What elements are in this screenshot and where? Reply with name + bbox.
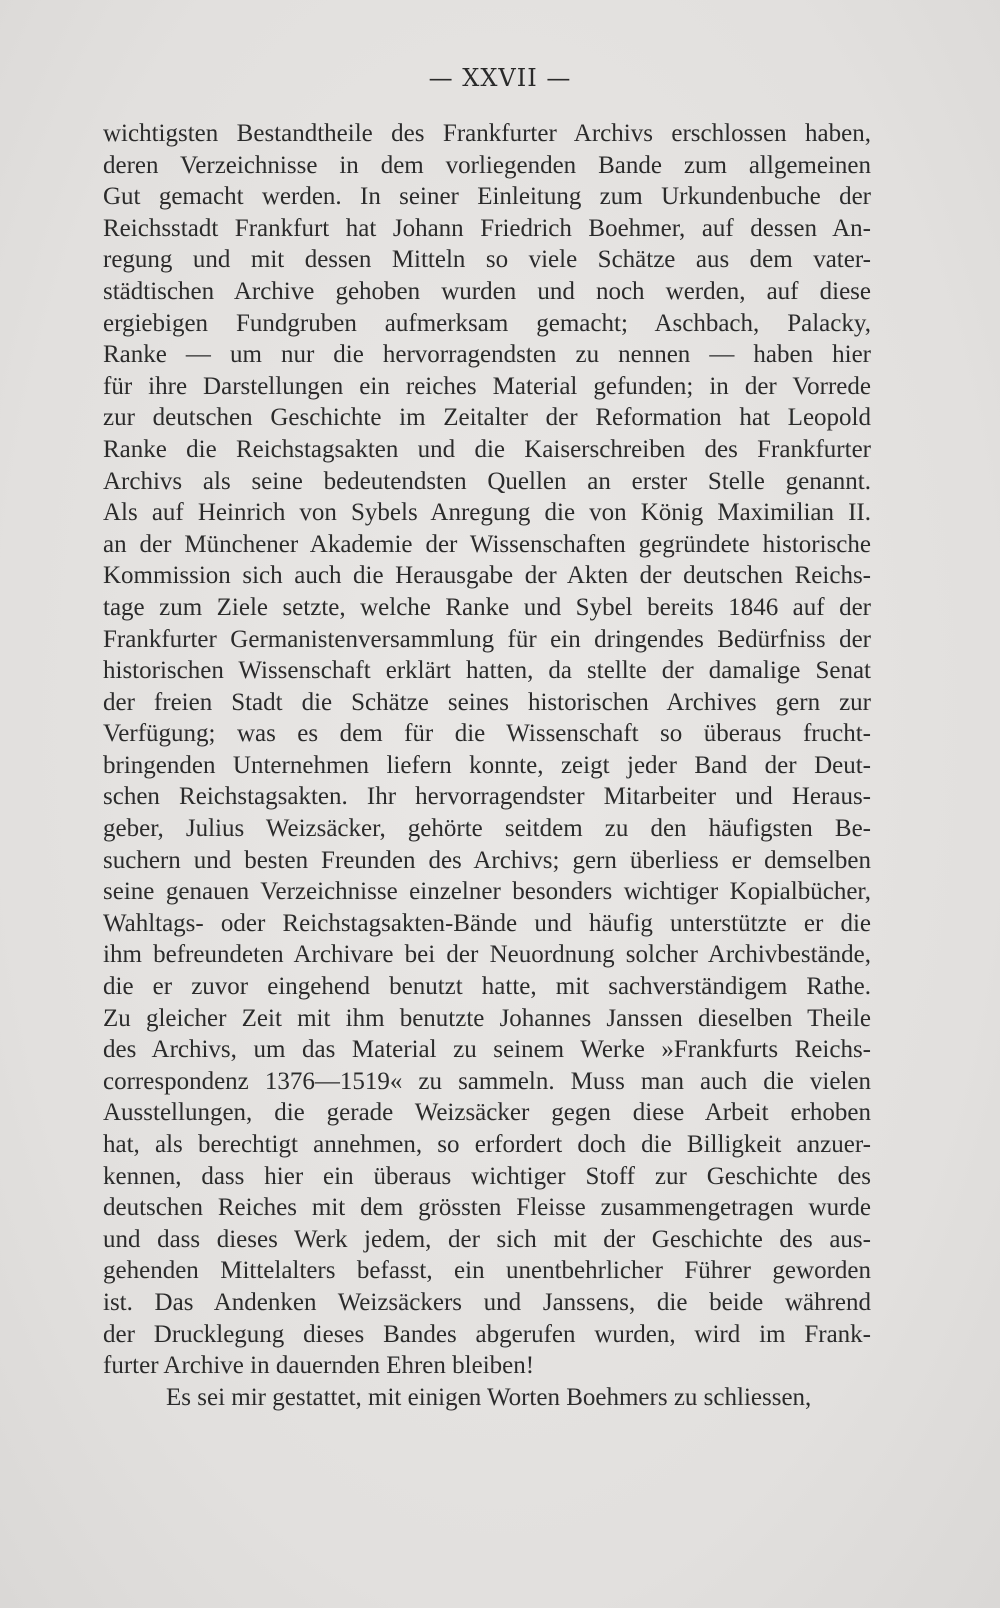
text-line: Ausstellungen, die gerade Weizsäcker gegen diese Arbeit erhoben — [103, 1099, 871, 1127]
text-line: für ihre Darstellungen ein reiches Material gefunden; in der Vorrede — [103, 372, 871, 400]
text-line: furter Archive in dauernden Ehren bleiben! — [103, 1352, 535, 1380]
text-line: Ranke die Reichstagsakten und die Kaiserschreiben des Frankfurter — [103, 435, 871, 463]
text-line: ergiebigen Fundgruben aufmerksam gemacht; Aschbach, Palacky, — [103, 309, 871, 337]
text-line: und dass dieses Werk jedem, der sich mit der Geschichte des aus- — [103, 1225, 871, 1253]
text-line: Als auf Heinrich von Sybels Anregung die von König Maximilian II. — [103, 499, 871, 527]
text-line: die er zuvor eingehend benutzt hatte, mit sachverständigem Rathe. — [103, 973, 871, 1001]
text-line: Gut gemacht werden. In seiner Einleitung zum Urkundenbuche der — [103, 183, 871, 211]
text-line: wichtigsten Bestandtheile des Frankfurter Archivs erschlossen haben, — [103, 120, 871, 147]
text-line: deutschen Reiches mit dem grössten Fleisse zusammengetragen wurde — [103, 1194, 871, 1222]
text-line: bringenden Unternehmen liefern konnte, zeigt jeder Band der Deut- — [103, 751, 871, 779]
text-line: geber, Julius Weizsäcker, gehörte seitdem zu den häufigsten Be- — [103, 815, 871, 843]
text-line: Verfügung; was es dem für die Wissenschaft so überaus frucht- — [103, 720, 871, 748]
text-line: Archivs als seine bedeutendsten Quellen an erster Stelle genannt. — [103, 467, 871, 495]
text-line: deren Verzeichnisse in dem vorliegenden Bande zum allgemeinen — [103, 151, 871, 179]
text-line: der Drucklegung dieses Bandes abgerufen wurden, wird im Frank- — [103, 1320, 871, 1348]
text-line: gehenden Mittelalters befasst, ein unentbehrlicher Führer geworden — [103, 1257, 871, 1285]
text-line: tage zum Ziele setzte, welche Ranke und Sybel bereits 1846 auf der — [103, 593, 871, 621]
text-line: kennen, dass hier ein überaus wichtiger Stoff zur Geschichte des — [103, 1162, 871, 1190]
text-line: ihm befreundeten Archivare bei der Neuordnung solcher Archivbestände, — [103, 941, 871, 969]
text-line: Reichsstadt Frankfurt hat Johann Friedrich Boehmer, auf dessen An- — [103, 214, 871, 242]
text-line: des Archivs, um das Material zu seinem Werke »Frankfurts Reichs- — [103, 1036, 871, 1064]
text-line: suchern und besten Freunden des Archivs; gern überliess er demselben — [103, 846, 871, 874]
text-line: Frankfurter Germanistenversammlung für ein dringendes Bedürfniss der — [103, 625, 871, 653]
page-number-header: — XXVII — — [428, 64, 572, 92]
text-line: ist. Das Andenken Weizsäckers und Janssens, die beide während — [103, 1288, 871, 1316]
text-line: historischen Wissenschaft erklärt hatten, da stellte der damalige Senat — [103, 657, 871, 685]
text-line: schen Reichstagsakten. Ihr hervorragendster Mitarbeiter und Heraus- — [103, 783, 871, 811]
text-line: Es sei mir gestattet, mit einigen Worten Boehmers zu schliessen, — [166, 1383, 812, 1411]
text-line: Kommission sich auch die Herausgabe der Akten der deutschen Reichs- — [103, 562, 871, 590]
text-line: regung und mit dessen Mitteln so viele Schätze aus dem vater- — [103, 246, 871, 274]
text-line: Ranke — um nur die hervorragendsten zu nennen — haben hier — [103, 341, 871, 369]
text-line: Zu gleicher Zeit mit ihm benutzte Johannes Janssen dieselben Theile — [103, 1004, 871, 1032]
body-text — [103, 118, 871, 1413]
text-line: an der Münchener Akademie der Wissenschaften gegründete historische — [103, 530, 871, 558]
text-line: Wahltags- oder Reichstagsakten-Bände und häufig unterstützte er die — [103, 909, 871, 937]
text-line: zur deutschen Geschichte im Zeitalter der Reformation hat Leopold — [103, 404, 871, 432]
text-line: hat, als berechtigt annehmen, so erfordert doch die Billigkeit anzuer- — [103, 1131, 871, 1158]
text-line: städtischen Archive gehoben wurden und noch werden, auf diese — [103, 277, 871, 305]
text-line: der freien Stadt die Schätze seines historischen Archives gern zur — [103, 688, 871, 716]
text-line: seine genauen Verzeichnisse einzelner besonders wichtiger Kopialbücher, — [103, 878, 871, 906]
text-line: correspondenz 1376—1519« zu sammeln. Muss man auch die vielen — [103, 1067, 871, 1095]
